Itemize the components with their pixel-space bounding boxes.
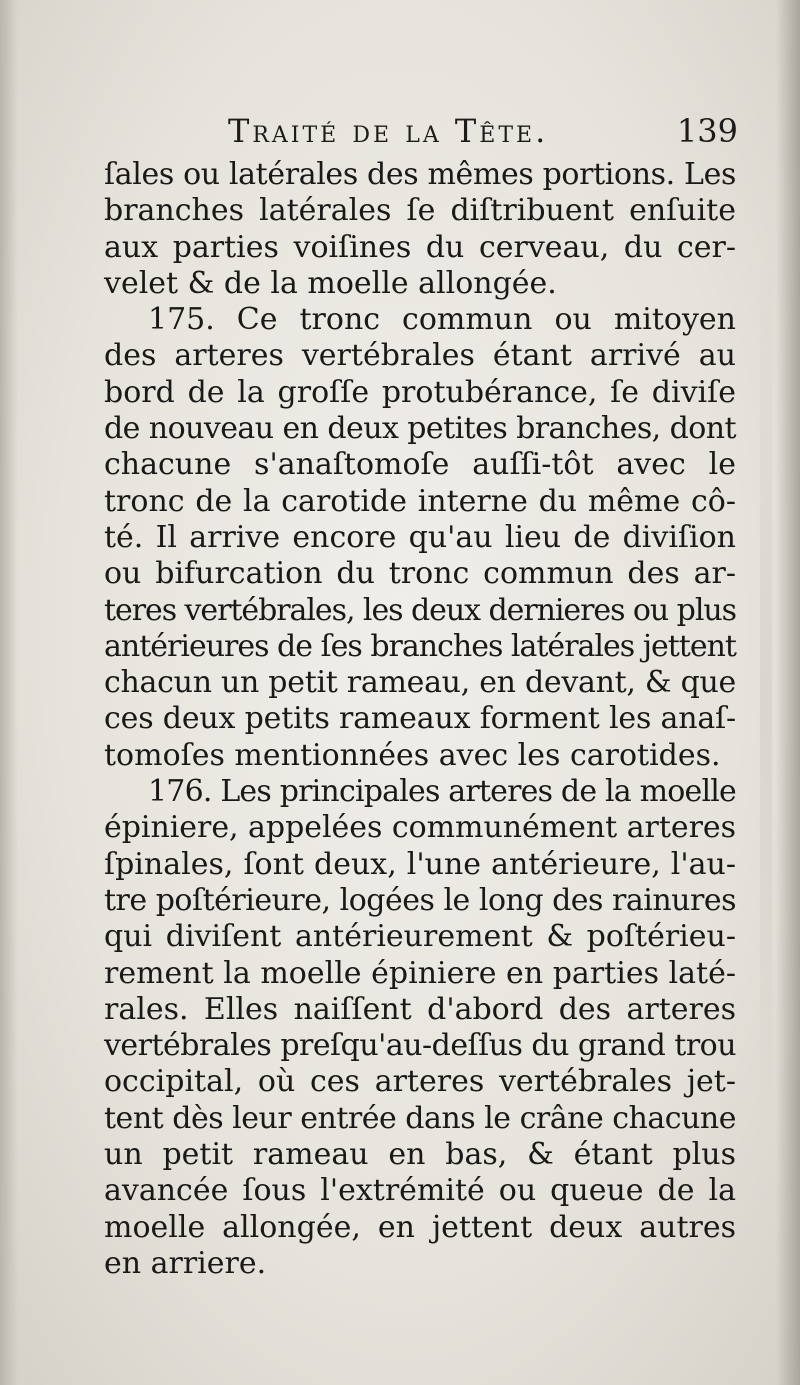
text-line: ou bifurcation du tronc commun des ar-	[104, 556, 736, 592]
text-line: tronc de la carotide interne du même cô-	[104, 483, 736, 519]
text-line: vertébrales preſqu'au-deſſus du grand trou	[104, 1028, 736, 1064]
text-line: de nouveau en deux petites branches, dont	[104, 411, 737, 447]
running-head	[228, 112, 738, 156]
text-line: branches latérales ſe diſtribuent enſuite	[104, 193, 736, 229]
running-title: Traité de la Tête.	[228, 112, 549, 150]
page-number: 139	[676, 112, 738, 150]
text-line: chacun un petit rameau, en devant, & que	[104, 665, 736, 701]
text-line: occipital, où ces arteres vertébrales jet-	[104, 1064, 736, 1100]
text-line: 176. Les principales arteres de la moelle	[148, 774, 736, 810]
text-line: tomoſes mentionnées avec les carotides.	[104, 737, 721, 773]
text-line: rales. Elles naiſſent d'abord des arteres	[104, 991, 736, 1027]
text-line: bord de la groſſe protubérance, ſe diviſe	[104, 374, 736, 410]
text-line: aux parties voiſines du cerveau, du cer-	[104, 229, 736, 265]
text-line: ces deux petits rameaux forment les anaſ-	[104, 701, 737, 737]
text-line: des arteres vertébrales étant arrivé au	[104, 338, 736, 374]
text-line: antérieures de ſes branches latérales jettent	[104, 628, 736, 664]
text-line: avancée ſous l'extrémité ou queue de la	[104, 1173, 736, 1209]
text-line: teres vertébrales, les deux dernieres ou plus	[104, 592, 736, 628]
text-line: té. Il arrive encore qu'au lieu de diviſion	[104, 519, 736, 555]
text-line: qui diviſent antérieurement & poſtérieu-	[104, 919, 736, 955]
text-line: velet & de la moelle allongée.	[104, 265, 557, 301]
text-line: un petit rameau en bas, & étant plus	[104, 1137, 736, 1173]
text-line: ſpinales, ſont deux, l'une antérieure, l'au-	[104, 846, 736, 882]
text-line: ſales ou latérales des mêmes portions. Les	[104, 157, 736, 192]
page-shadow	[760, 250, 772, 1150]
text-line: tre poſtérieure, logées le long des rainures	[104, 882, 736, 918]
text-line: épiniere, appelées communément arteres	[104, 810, 736, 846]
text-line: en arriere.	[104, 1245, 267, 1281]
text-line: rement la moelle épiniere en parties laté-	[104, 955, 736, 991]
text-line: moelle allongée, en jettent deux autres	[104, 1209, 736, 1245]
body-text	[104, 157, 736, 1282]
text-line: chacune s'anaſtomoſe auſſi-tôt avec le	[104, 447, 736, 483]
text-line: 175. Ce tronc commun ou mitoyen	[148, 302, 736, 338]
text-line: tent dès leur entrée dans le crâne chacune	[104, 1100, 736, 1136]
